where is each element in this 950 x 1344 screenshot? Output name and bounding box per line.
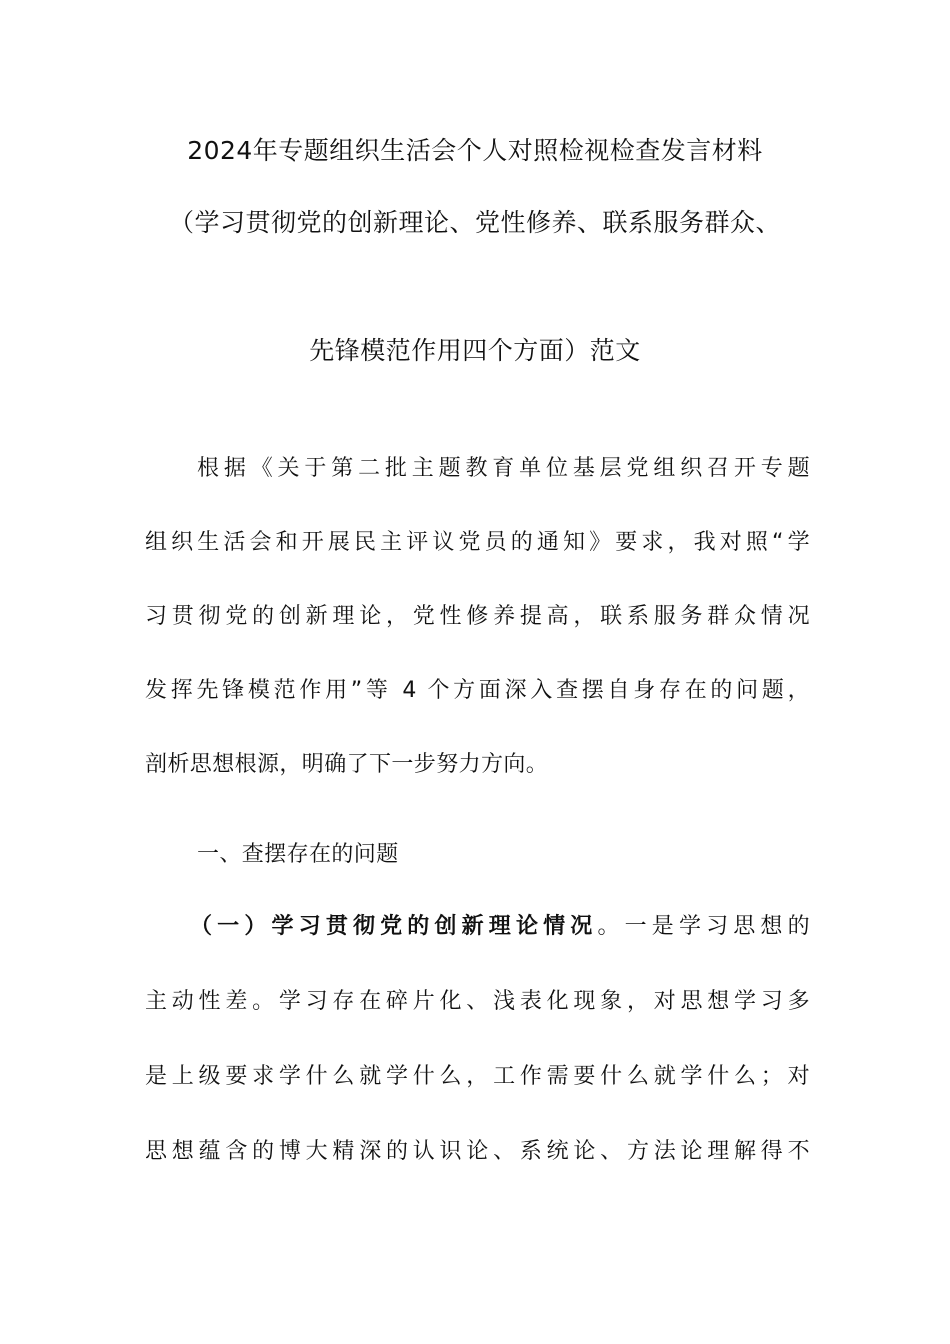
intro-line-3: 习贯彻党的创新理论，党性修养提高，联系服务群众情况 [145, 604, 810, 629]
intro-line-4: 发挥先锋模范作用”等 4 个方面深入查摆自身存在的问题， [145, 678, 810, 703]
subsection-1-first-line-text: 。一是学习思想的 [597, 914, 810, 939]
subsection-1-heading: （一）学习贯彻党的创新理论情况 [190, 914, 598, 939]
intro-line-5: 剖析思想根源，明确了下一步努力方向。 [145, 752, 549, 777]
document-title-line-3: 先锋模范作用四个方面）范文 [309, 336, 641, 365]
subsection-1-line-2: 主动性差。学习存在碎片化、浅表化现象，对思想学习多 [145, 989, 810, 1014]
subsection-1-line-4: 思想蕴含的博大精深的认识论、系统论、方法论理解得不 [145, 1139, 810, 1164]
intro-line-2: 组织生活会和开展民主评议党员的通知》要求，我对照“学 [145, 530, 810, 555]
section-heading-1: 一、查摆存在的问题 [197, 842, 399, 867]
subsection-1-line-3: 是上级要求学什么就学什么，工作需要什么就学什么；对 [145, 1064, 810, 1089]
document-title-line-2: （学习贯彻党的创新理论、党性修养、联系服务群众、 [168, 208, 781, 237]
subsection-1-first-line [190, 911, 810, 943]
document-title-line-1: 2024年专题组织生活会个人对照检视检查发言材料 [187, 136, 763, 165]
intro-line-1: 根据《关于第二批主题教育单位基层党组织召开专题 [197, 456, 810, 481]
